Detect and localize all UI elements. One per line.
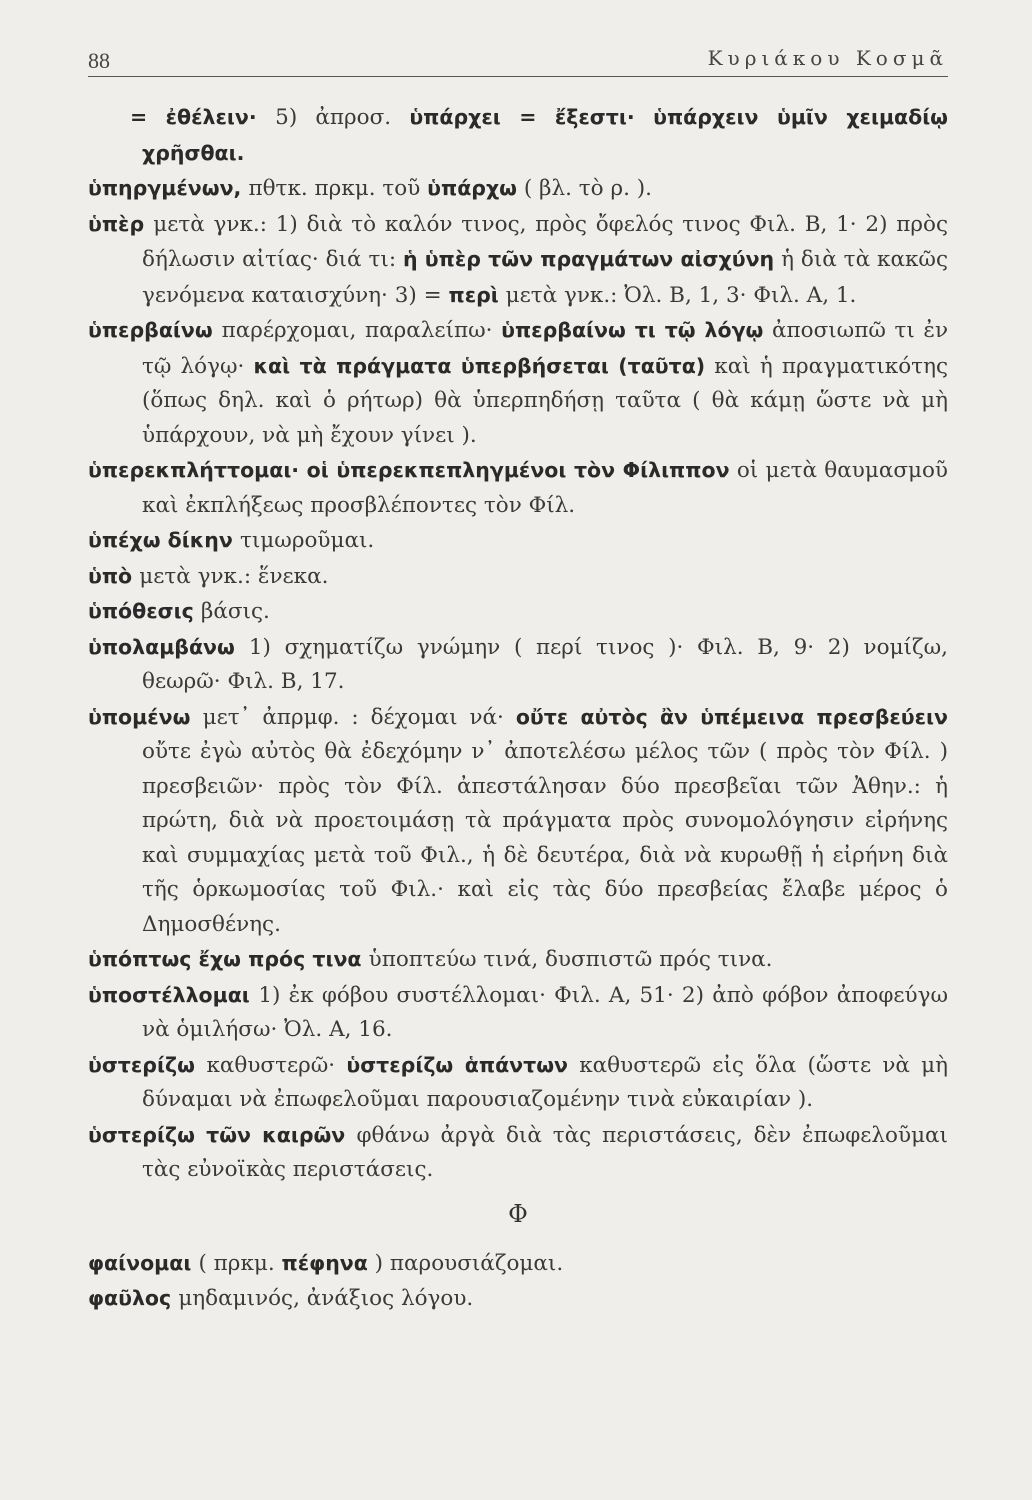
dictionary-entry [88, 100, 948, 171]
entry-headword: ὑστερίζω ἁπάντων [346, 1052, 568, 1077]
dictionary-entry [88, 207, 948, 314]
page-header [88, 44, 948, 77]
entry-headword: = ἐθέλειν· [130, 105, 276, 129]
entry-definition: πθτκ. πρκμ. τοῦ [248, 176, 428, 201]
entry-definition: οἱ μετὰ θαυμασμοῦ καὶ ἐκπλήξεως προσβλέποντες τὸν Φίλ. [142, 458, 948, 518]
entry-definition: ἡ διὰ τὰ κακῶς γενόμενα καταισχύνη· 3) = [142, 247, 948, 308]
entry-definition: μετὰ γνκ.: 1) διὰ τὸ καλόν τινος, πρὸς ὄφελός τινος Φιλ. Β, 1· 2) πρὸς δήλωσιν αἰτίας· διά τι: [142, 211, 948, 272]
entry-headword: ὑπομένω [88, 704, 203, 729]
entry-headword: φαῦλος [88, 1286, 179, 1310]
entry-headword: ὑπερεκπλήττομαι· οἱ ὑπερεκπεπληγμένοι τὸν Φίλιππον [88, 458, 730, 482]
entry-headword: ὑπολαμβάνω [88, 634, 249, 659]
entry-definition: καθυστερῶ εἰς ὅλα (ὥστε νὰ μὴ δύναμαι νὰ ἐπωφελοῦμαι παρουσιαζομένην τινὰ εὐκαιρίαν ). [142, 1052, 948, 1112]
entry-definition: μηδαμινός, ἀνάξιος λόγου. [178, 1286, 474, 1311]
section-letter: Φ [508, 1199, 528, 1228]
page-number: 88 [88, 48, 110, 73]
dictionary-entry [88, 978, 948, 1048]
entry-headword: ὑπόπτως ἔχω πρός τινα [88, 947, 369, 971]
entry-headword: ἡ ὑπὲρ τῶν πραγμάτων αἰσχύνη [402, 247, 775, 271]
entry-headword: ὑπάρχει = ἔξεστι· ὑπάρχειν ὑμῖν χειμαδίῳ χρῆσθαι. [142, 105, 948, 165]
dictionary-entry [88, 453, 948, 523]
entry-definition: ( βλ. τὸ ρ. ). [517, 176, 652, 201]
entry-headword: ὑπάρχω [427, 176, 517, 200]
entry-definition: 1) σχηματίζω γνώμην ( περί τινος )· Φιλ. Β, 9· 2) νομίζω, θεωρῶ· Φιλ. Β, 17. [142, 634, 948, 694]
entry-list-phi [88, 1246, 948, 1317]
entry-definition: παρέρχομαι, παραλείπω· [221, 318, 502, 343]
entry-list [88, 100, 948, 1188]
entry-headword: περὶ [448, 282, 499, 307]
dictionary-entry [88, 1246, 948, 1282]
entry-definition: βάσις. [200, 599, 270, 624]
entry-headword: ὑστερίζω τῶν καιρῶν [88, 1122, 357, 1147]
entry-definition: μετὰ γνκ.: Ὀλ. Β, 1, 3· Φιλ. Α, 1. [498, 282, 857, 308]
dictionary-entry [88, 1048, 948, 1118]
dictionary-entry [88, 1118, 948, 1188]
entry-definition: τιμωροῦμαι. [239, 528, 375, 553]
running-head: Κυριάκου Κοσμᾶ [707, 46, 948, 70]
dictionary-entry [88, 630, 948, 700]
entry-definition: καὶ ἡ πραγματικότης (ὅπως δηλ. καὶ ὁ ρήτωρ) θὰ ὑπερπηδήσῃ ταῦτα ( θὰ κάμῃ ὥστε νὰ μὴ ὑπάρχουν, νὰ μὴ ἔχουν γίνει ). [142, 353, 948, 448]
entry-definition: οὔτε ἐγὼ αὐτὸς θὰ ἐδεχόμην ν᾽ ἀποτελέσω μέλος τῶν ( πρὸς τὸν Φίλ. ) πρεσβειῶν· πρὸς τὸν Φίλ. ἀπεστάλησαν δύο πρεσβεῖαι τῶν Ἀθην.: ἡ πρώτη, διὰ νὰ προετοιμάσῃ τὰ πράγματα πρὸς συνομολόγησιν εἰρήνης καὶ συμμαχίας μετὰ τοῦ Φιλ., ἡ δὲ δευτέρα, διὰ νὰ κυρωθῇ ἡ εἰρήνη διὰ τῆς ὁρκωμοσίας τοῦ Φιλ.· καὶ εἰς τὰς δύο πρεσβείας ἔλαβε μέρος ὁ Δημοσθένης. [142, 739, 948, 937]
entry-definition: ἀποσιωπῶ τι ἐν τῷ λόγῳ· [142, 318, 949, 379]
entry-headword: ὑστερίζω [88, 1052, 207, 1077]
dictionary-entry [88, 523, 948, 559]
entry-definition: 5) ἀπροσ. [275, 105, 410, 130]
entry-headword: ὑπερβαίνω τι τῷ λόγῳ [501, 318, 764, 342]
entry-headword: οὔτε αὐτὸς ἂν ὑπέμεινα πρεσβεύειν [515, 704, 948, 729]
dictionary-entry [88, 594, 948, 630]
entry-definition: ( πρκμ. [198, 1250, 282, 1276]
entry-definition: φθάνω ἀργὰ διὰ τὰς περιστάσεις, δὲν ἐπωφελοῦμαι τὰς εὐνοϊκὰς περιστάσεις. [142, 1122, 948, 1182]
entry-definition: μετ᾽ ἀπρμφ. : δέχομαι νά· [202, 704, 516, 730]
entry-headword: ὑποστέλλομαι [88, 982, 259, 1007]
entry-headword: φαίνομαι [88, 1250, 199, 1275]
dictionary-entry [88, 942, 948, 978]
entry-headword: ὑπὲρ [88, 211, 154, 236]
dictionary-entry [88, 313, 948, 453]
entry-headword: ὑπόθεσις [88, 599, 201, 623]
dictionary-body [88, 100, 948, 1317]
dictionary-entry [88, 171, 948, 207]
entry-definition: 1) ἐκ φόβου συστέλλομαι· Φιλ. Α, 51· 2) ἀπὸ φόβον ἀποφεύγω νὰ ὁμιλήσω· Ὀλ. Α, 16. [142, 982, 948, 1042]
entry-headword: ὑπέχω δίκην [88, 528, 240, 552]
entry-headword: ὑπηργμένων, [88, 176, 249, 200]
entry-definition: ) παρουσιάζομαι. [367, 1250, 564, 1276]
entry-headword: πέφηνα [281, 1250, 368, 1275]
dictionary-entry [88, 1281, 948, 1317]
entry-definition: καθυστερῶ· [206, 1052, 347, 1078]
entry-headword: καὶ τὰ πράγματα ὑπερβήσεται (ταῦτα) [253, 353, 706, 378]
dictionary-entry [88, 559, 948, 595]
entry-definition: ὑποπτεύω τινά, δυσπιστῶ πρός τινα. [368, 947, 773, 972]
entry-definition: μετὰ γνκ.: ἕνεκα. [139, 563, 329, 589]
entry-headword: ὑπὸ [88, 563, 140, 588]
dictionary-entry [88, 700, 948, 943]
entry-headword: ὑπερβαίνω [88, 318, 222, 342]
